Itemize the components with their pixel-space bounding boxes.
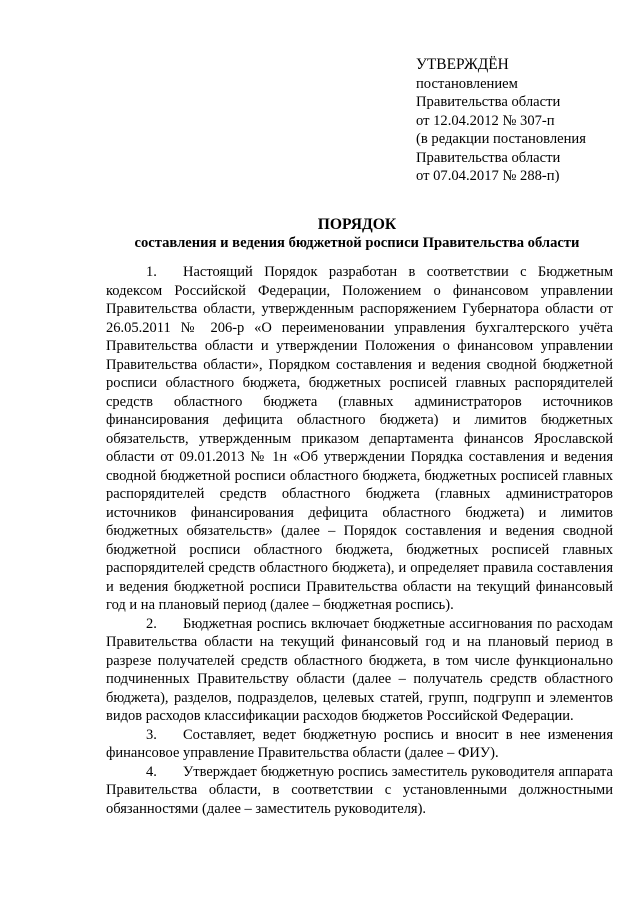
item-text: Настоящий Порядок разработан в соответствии с Бюджетным кодексом Российской Федерации, Положением о финансовом управлении Правительства области, утвержденным распоряжением Губернатора области от 26.05.2011 № 206-р «О переименовании управления бухгалтерского учёта Правительства области и утверждении Положения о финансовом управлении Правительства области», Порядком составления и ведения сводной бюджетной росписи областного бюджета, бюджетных росписей главных распорядителей средств областного бюджета (главных администраторов источников финансирования дефицита областного бюджета) и лимитов бюджетных обязательств, утвержденным приказом департамента финансов Ярославской области от 09.01.2013 № 1н «Об утверждении Порядка составления и ведения сводной бюджетной росписи областного бюджета, бюджетных росписей главных распорядителей средств областного бюджета (главных администраторов источников финансирования дефицита областного бюджета) и лимитов бюджетных обязательств» (далее – Порядок составления и ведения сводной бюджетной росписи областного бюджета, бюджетных росписей главных распорядителей средств областного бюджета), и определяет правила составления и ведения бюджетной росписи Правительства области на текущий финансовый год и на плановый период (далее – бюджетная роспись). (106, 264, 613, 613)
paragraph-item-1 (106, 263, 613, 615)
paragraph-item-2 (106, 615, 613, 726)
item-text: Составляет, ведет бюджетную роспись и вносит в нее изменения финансовое управление Правительства области (далее – ФИУ). (106, 726, 613, 761)
approval-line-6: Правительства области (416, 149, 561, 166)
approval-line-3: Правительства области (416, 94, 561, 110)
title-heading: ПОРЯДОК (317, 216, 397, 233)
approval-line-2: постановлением (416, 75, 518, 92)
approval-line-4: от 12.04.2012 № 307-п (416, 112, 555, 129)
item-text: Утверждает бюджетную роспись заместитель руководителя аппарата Правительства области, в соответствии с установленными должностными обязанностями (далее – заместитель руководителя). (106, 763, 613, 817)
approval-stamp (416, 56, 626, 186)
paragraph-item-3 (106, 726, 613, 763)
paragraph-item-4 (106, 763, 613, 819)
title-subheading: составления и ведения бюджетной росписи Правительства области (134, 235, 580, 251)
item-number: 1. (146, 264, 157, 280)
item-number: 2. (146, 615, 157, 632)
approval-line-7: от 07.04.2017 № 288-п) (416, 168, 560, 184)
item-text: Бюджетная роспись включает бюджетные ассигнования по расходам Правительства области на текущий финансовый год и на плановый период в разрезе получателей средств областного бюджета, в том числе функционально подчиненных Правительству области (далее – получатель средств областного бюджета), разделов, подразделов, целевых статей, групп, подгрупп и элементов видов расходов классификации расходов бюджетов Российской Федерации. (106, 615, 613, 724)
document-body (106, 263, 613, 818)
item-number: 4. (146, 763, 157, 780)
approval-line-5: (в редакции постановления (416, 131, 586, 147)
item-number: 3. (146, 726, 157, 743)
document-title (100, 215, 614, 253)
approval-title: УТВЕРЖДЁН (416, 56, 509, 73)
